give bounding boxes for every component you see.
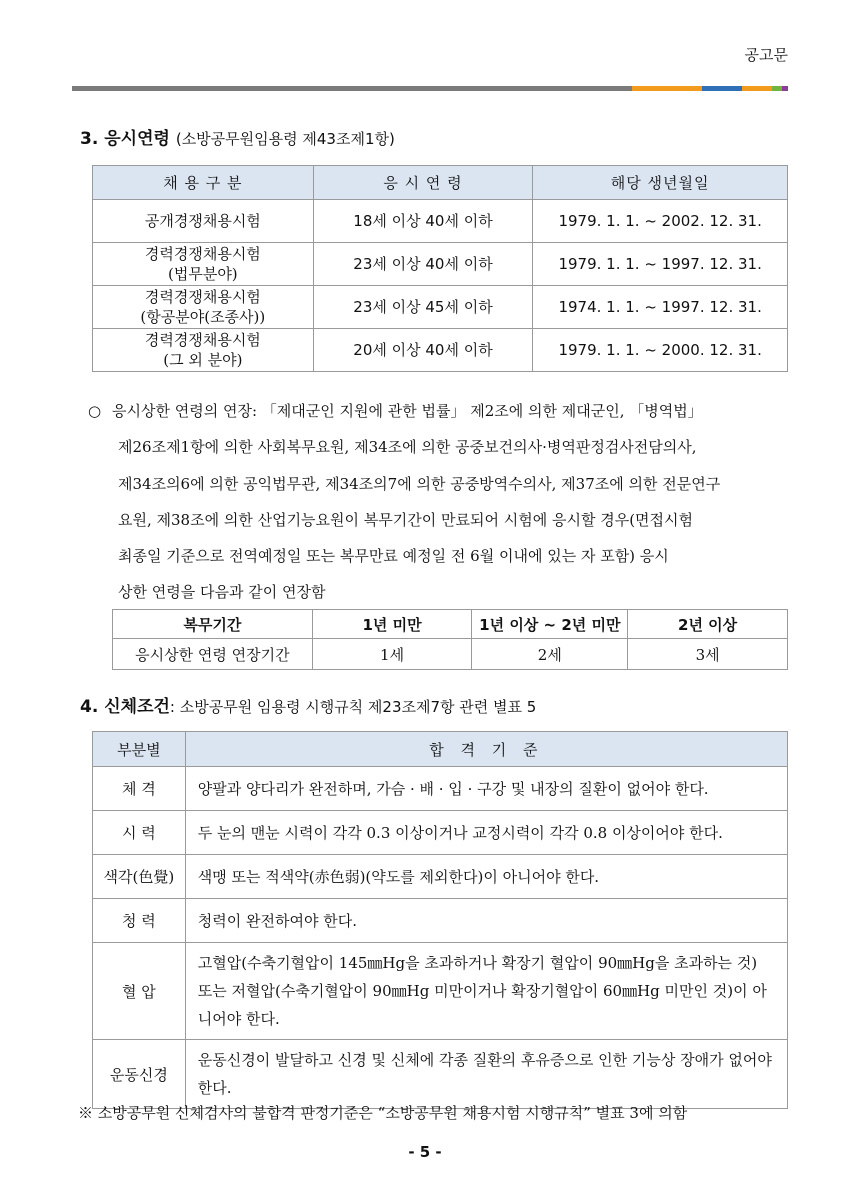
table-row [93,767,788,811]
ext-header-1to2: 1년 이상 ~ 2년 미만 [472,610,628,639]
age-extension-note [88,393,788,611]
ext-header-under1: 1년 미만 [312,610,472,639]
criteria-part-cell: 색각(色覺) [93,855,186,899]
bullet-circle: ○ [88,402,102,420]
age-category-cell: 경력경쟁채용시험 (법무분야) [93,243,314,286]
age-header-age: 응 시 연 령 [313,166,533,200]
page-number: - 5 - [408,1143,442,1161]
table-row [93,943,788,1040]
criteria-part-cell: 체 격 [93,767,186,811]
table-row [113,639,788,670]
extension-table [112,609,788,670]
birth-range-cell: 1974. 1. 1. ~ 1997. 12. 31. [533,286,788,329]
footnote: ※ 소방공무원 신체검사의 불합격 판정기준은 “소방공무원 채용시험 시행규칙” 별표 3에 의함 [78,1104,688,1122]
note-line: 최종일 기준으로 전역예정일 또는 복무만료 예정일 전 6월 이내에 있는 자 포함) 응시 [118,547,669,566]
criteria-part-cell: 시 력 [93,811,186,855]
section3-number: 3. [80,129,99,149]
table-row [93,855,788,899]
physical-criteria-table [92,731,788,1109]
note-line: 제26조제1항에 의한 사회복무요원, 제34조에 의한 공중보건의사·병역판정검사전담의사, [118,438,697,457]
criteria-part-cell: 청 력 [93,899,186,943]
criteria-text-cell: 운동신경이 발달하고 신경 및 신체에 각종 질환의 후유증으로 인한 기능상 장애가 없어야 한다. [185,1040,787,1109]
ext-header-over2: 2년 이상 [628,610,788,639]
criteria-text-cell: 고혈압(수축기혈압이 145㎜Hg을 초과하거나 확장기 혈압이 90㎜Hg을 초과하는 것) 또는 저혈압(수축기혈압이 90㎜Hg 미만이거나 확장기혈압이 60㎜Hg 미만인 것)이 아니어야 한다. [185,943,787,1040]
age-range-cell: 23세 이상 45세 이하 [313,286,533,329]
criteria-text-cell: 두 눈의 맨눈 시력이 각각 0.3 이상이거나 교정시력이 각각 0.8 이상이어야 한다. [185,811,787,855]
criteria-text-cell: 청력이 완전하여야 한다. [185,899,787,943]
criteria-part-cell: 혈 압 [93,943,186,1040]
table-row [93,811,788,855]
birth-range-cell: 1979. 1. 1. ~ 1997. 12. 31. [533,243,788,286]
section3-heading [80,124,395,149]
birth-range-cell: 1979. 1. 1. ~ 2002. 12. 31. [533,200,788,243]
age-table [92,165,788,372]
table-row [93,1040,788,1109]
section4-heading [80,692,536,717]
age-category-cell: 공개경쟁채용시험 [93,200,314,243]
note-line: 응시상한 연령의 연장: 「제대군인 지원에 관한 법률」 제2조에 의한 제대군인, 「병역법」 [112,402,703,420]
note-line: 상한 연령을 다음과 같이 연장함 [118,583,326,602]
section4-subtitle: : 소방공무원 임용령 시행규칙 제23조제7항 관련 별표 5 [169,698,537,716]
table-row [93,243,788,286]
age-range-cell: 18세 이상 40세 이하 [313,200,533,243]
criteria-header-part: 부분별 [93,732,186,767]
ext-cell: 2세 [472,639,628,670]
header-rule [72,86,788,91]
age-table-header-row [93,166,788,200]
birth-range-cell: 1979. 1. 1. ~ 2000. 12. 31. [533,329,788,372]
note-line: 요원, 제38조에 의한 산업기능요원이 복무기간이 만료되어 시험에 응시할 경우(면접시험 [118,510,694,529]
age-range-cell: 23세 이상 40세 이하 [313,243,533,286]
age-category-cell: 경력경쟁채용시험 (그 외 분야) [93,329,314,372]
section3-subtitle: (소방공무원임용령 제43조제1항) [175,130,395,148]
ext-header-period: 복무기간 [113,610,313,639]
age-category-cell: 경력경쟁채용시험 (항공분야(조종사)) [93,286,314,329]
table-row [93,200,788,243]
section4-title: 신체조건 [104,697,170,717]
age-header-category: 채 용 구 분 [93,166,314,200]
section3-title: 응시연령 [104,129,170,149]
ext-cell: 3세 [628,639,788,670]
header-label: 공고문 [744,46,788,64]
criteria-text-cell: 양팔과 양다리가 완전하며, 가슴 · 배 · 입 · 구강 및 내장의 질환이 없어야 한다. [185,767,787,811]
note-line: 제34조의6에 의한 공익법무관, 제34조의7에 의한 공중방역수의사, 제37조에 의한 전문연구 [118,474,721,493]
criteria-header-standard: 합 격 기 준 [185,732,787,767]
table-row [93,286,788,329]
ext-row-label: 응시상한 연령 연장기간 [113,639,313,670]
ext-cell: 1세 [312,639,472,670]
extension-header-row [113,610,788,639]
criteria-header-row [93,732,788,767]
table-row [93,329,788,372]
table-row [93,899,788,943]
section4-number: 4. [80,697,99,717]
age-header-birth: 해당 생년월일 [533,166,788,200]
criteria-part-cell: 운동신경 [93,1040,186,1109]
criteria-text-cell: 색맹 또는 적색약(赤色弱)(약도를 제외한다)이 아니어야 한다. [185,855,787,899]
age-range-cell: 20세 이상 40세 이하 [313,329,533,372]
